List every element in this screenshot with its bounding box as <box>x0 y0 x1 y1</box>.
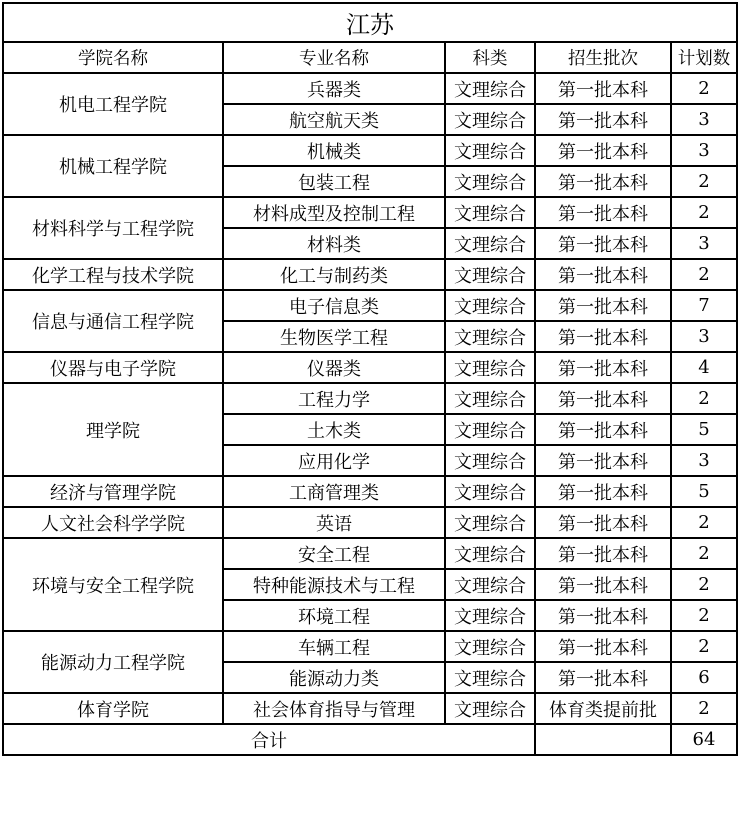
table-row <box>3 476 737 507</box>
batch-cell: 第一批本科 <box>535 600 671 631</box>
major-cell: 英语 <box>223 507 445 538</box>
plan-cell: 2 <box>671 383 737 414</box>
batch-cell: 第一批本科 <box>535 414 671 445</box>
header-batch: 招生批次 <box>535 42 671 73</box>
category-cell: 文理综合 <box>445 476 535 507</box>
category-cell: 文理综合 <box>445 104 535 135</box>
plan-cell: 5 <box>671 476 737 507</box>
plan-cell: 6 <box>671 662 737 693</box>
category-cell: 文理综合 <box>445 228 535 259</box>
batch-cell: 体育类提前批 <box>535 693 671 724</box>
batch-cell: 第一批本科 <box>535 631 671 662</box>
plan-cell: 3 <box>671 228 737 259</box>
batch-cell: 第一批本科 <box>535 352 671 383</box>
category-cell: 文理综合 <box>445 290 535 321</box>
batch-cell: 第一批本科 <box>535 476 671 507</box>
plan-cell: 2 <box>671 693 737 724</box>
plan-cell: 2 <box>671 631 737 662</box>
major-cell: 特种能源技术与工程 <box>223 569 445 600</box>
college-cell: 人文社会科学学院 <box>3 507 223 538</box>
table-row <box>3 197 737 228</box>
major-cell: 环境工程 <box>223 600 445 631</box>
major-cell: 工程力学 <box>223 383 445 414</box>
category-cell: 文理综合 <box>445 569 535 600</box>
batch-cell: 第一批本科 <box>535 197 671 228</box>
batch-cell: 第一批本科 <box>535 383 671 414</box>
table-row <box>3 290 737 321</box>
total-label: 合计 <box>3 724 535 755</box>
category-cell: 文理综合 <box>445 600 535 631</box>
table-row <box>3 507 737 538</box>
major-cell: 机械类 <box>223 135 445 166</box>
table-row <box>3 73 737 104</box>
major-cell: 化工与制药类 <box>223 259 445 290</box>
college-cell: 机械工程学院 <box>3 135 223 197</box>
plan-cell: 5 <box>671 414 737 445</box>
enrollment-plan-table <box>2 2 738 756</box>
plan-cell: 2 <box>671 197 737 228</box>
total-row <box>3 724 737 755</box>
college-cell: 材料科学与工程学院 <box>3 197 223 259</box>
category-cell: 文理综合 <box>445 414 535 445</box>
college-cell: 仪器与电子学院 <box>3 352 223 383</box>
batch-cell: 第一批本科 <box>535 569 671 600</box>
college-cell: 理学院 <box>3 383 223 476</box>
college-cell: 信息与通信工程学院 <box>3 290 223 352</box>
major-cell: 工商管理类 <box>223 476 445 507</box>
category-cell: 文理综合 <box>445 383 535 414</box>
table-row <box>3 259 737 290</box>
batch-cell: 第一批本科 <box>535 259 671 290</box>
category-cell: 文理综合 <box>445 73 535 104</box>
major-cell: 土木类 <box>223 414 445 445</box>
header-college: 学院名称 <box>3 42 223 73</box>
category-cell: 文理综合 <box>445 259 535 290</box>
plan-cell: 2 <box>671 259 737 290</box>
category-cell: 文理综合 <box>445 693 535 724</box>
header-category: 科类 <box>445 42 535 73</box>
title-row <box>3 3 737 42</box>
batch-cell: 第一批本科 <box>535 166 671 197</box>
plan-cell: 2 <box>671 600 737 631</box>
total-batch-empty <box>535 724 671 755</box>
category-cell: 文理综合 <box>445 197 535 228</box>
plan-cell: 7 <box>671 290 737 321</box>
total-value: 64 <box>671 724 737 755</box>
batch-cell: 第一批本科 <box>535 104 671 135</box>
plan-cell: 2 <box>671 73 737 104</box>
province-title: 江苏 <box>3 3 737 42</box>
major-cell: 车辆工程 <box>223 631 445 662</box>
table-row <box>3 352 737 383</box>
major-cell: 生物医学工程 <box>223 321 445 352</box>
table-row <box>3 693 737 724</box>
category-cell: 文理综合 <box>445 631 535 662</box>
table-row <box>3 538 737 569</box>
category-cell: 文理综合 <box>445 135 535 166</box>
plan-cell: 3 <box>671 135 737 166</box>
major-cell: 社会体育指导与管理 <box>223 693 445 724</box>
major-cell: 安全工程 <box>223 538 445 569</box>
batch-cell: 第一批本科 <box>535 228 671 259</box>
header-plan: 计划数 <box>671 42 737 73</box>
plan-cell: 2 <box>671 166 737 197</box>
college-cell: 经济与管理学院 <box>3 476 223 507</box>
major-cell: 兵器类 <box>223 73 445 104</box>
plan-cell: 2 <box>671 538 737 569</box>
plan-cell: 2 <box>671 569 737 600</box>
category-cell: 文理综合 <box>445 321 535 352</box>
batch-cell: 第一批本科 <box>535 538 671 569</box>
college-cell: 化学工程与技术学院 <box>3 259 223 290</box>
major-cell: 航空航天类 <box>223 104 445 135</box>
table-row <box>3 383 737 414</box>
college-cell: 环境与安全工程学院 <box>3 538 223 631</box>
plan-cell: 4 <box>671 352 737 383</box>
major-cell: 能源动力类 <box>223 662 445 693</box>
batch-cell: 第一批本科 <box>535 73 671 104</box>
category-cell: 文理综合 <box>445 538 535 569</box>
college-cell: 体育学院 <box>3 693 223 724</box>
plan-cell: 3 <box>671 445 737 476</box>
college-cell: 机电工程学院 <box>3 73 223 135</box>
header-major: 专业名称 <box>223 42 445 73</box>
major-cell: 材料类 <box>223 228 445 259</box>
batch-cell: 第一批本科 <box>535 321 671 352</box>
category-cell: 文理综合 <box>445 352 535 383</box>
plan-cell: 2 <box>671 507 737 538</box>
college-cell: 能源动力工程学院 <box>3 631 223 693</box>
batch-cell: 第一批本科 <box>535 290 671 321</box>
major-cell: 包装工程 <box>223 166 445 197</box>
table-body <box>3 73 737 724</box>
category-cell: 文理综合 <box>445 445 535 476</box>
plan-cell: 3 <box>671 321 737 352</box>
category-cell: 文理综合 <box>445 662 535 693</box>
batch-cell: 第一批本科 <box>535 507 671 538</box>
major-cell: 材料成型及控制工程 <box>223 197 445 228</box>
table-row <box>3 631 737 662</box>
major-cell: 应用化学 <box>223 445 445 476</box>
batch-cell: 第一批本科 <box>535 445 671 476</box>
batch-cell: 第一批本科 <box>535 135 671 166</box>
category-cell: 文理综合 <box>445 507 535 538</box>
major-cell: 仪器类 <box>223 352 445 383</box>
table-row <box>3 135 737 166</box>
major-cell: 电子信息类 <box>223 290 445 321</box>
batch-cell: 第一批本科 <box>535 662 671 693</box>
category-cell: 文理综合 <box>445 166 535 197</box>
plan-cell: 3 <box>671 104 737 135</box>
header-row <box>3 42 737 73</box>
